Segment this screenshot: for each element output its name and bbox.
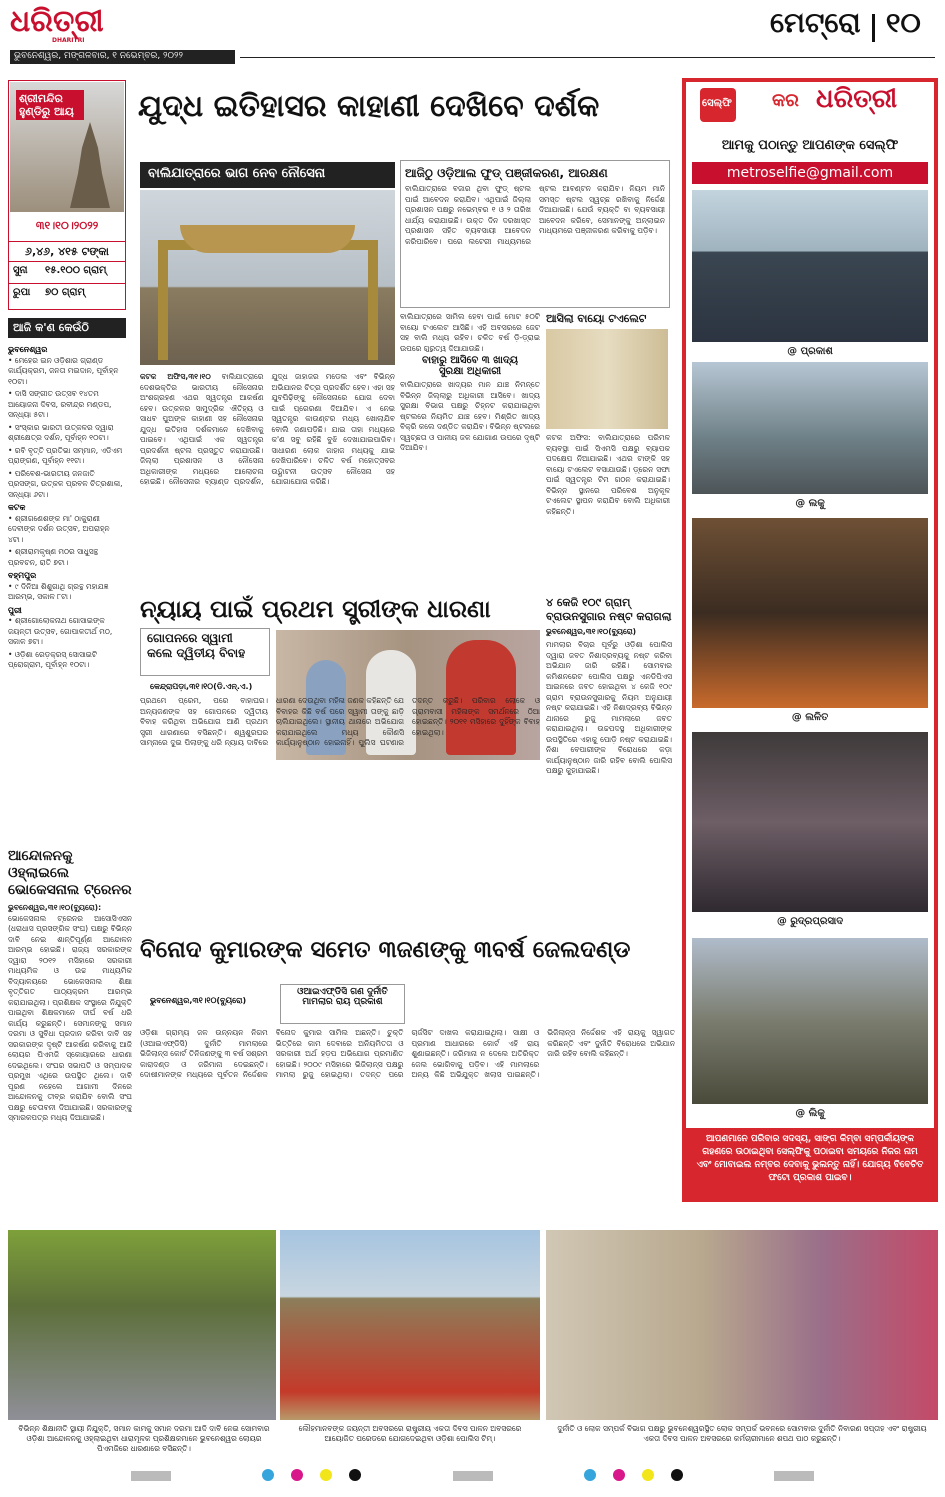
lead-kicker [140,162,395,188]
section-name: ମେଟ୍ରୋ [770,6,861,39]
selfie-photo-2 [692,362,928,494]
lead-text: ବାଲିଯାତ୍ରାରେ ଦେଶଭକ୍ତିର ଭାରତୀୟ ନୌସେନାର ଅଂଶଗ୍ରହଣ ଏଥର ସ୍ୱତନ୍ତ୍ର ଆକର୍ଷଣ ହେବ। ଉତ୍କଳର ସାମୁଦ୍ରିକ ଐତିହ୍ୟ ଓ ସାଧବ ପୁଅଙ୍କ କାହାଣୀ ସହ ନୌସେନାର ଯୁଦ୍ଧ ଇତିହାସ ଦର୍ଶକମାନେ ଦେଖିବାକୁ ପାଇବେ। ଏଥିପାଇଁ ଏକ ସ୍ୱତନ୍ତ୍ର ପ୍ରଦର୍ଶନୀ ଷ୍ଟଲ ପ୍ରସ୍ତୁତ କରାଯାଉଛି। ଜିଲ୍ଲା ପ୍ରଶାସନ ଓ ନୌସେନା ଅଧିକାରୀଙ୍କ ମଧ୍ୟରେ ଆଲୋଚନା ହୋଇଛି। ନୌସେନାର ବ୍ୟାଣ୍ଡ ପ୍ରଦର୍ଶନ, ଯୁଦ୍ଧ ଜାହାଜର ମଡେଲ ଏବଂ ବିଭିନ୍ନ ଅଭିଯାନର ଚିତ୍ର ପ୍ରଦର୍ଶିତ ହେବ। ଏହା ସହ ଯୁବପିଢ଼ିଙ୍କୁ ନୌସେନାରେ ଯୋଗ ଦେବା ପାଇଁ ପ୍ରେରଣା ଦିଆଯିବ। ଏ ନେଇ ସ୍ୱତନ୍ତ୍ର କାଉଣ୍ଟର ମଧ୍ୟ ଖୋଲାଯିବ ବୋଲି ଜଣାପଡ଼ିଛି। ଯାଇ ତାହା ମଧ୍ୟରେ କ'ଣ ସବୁ ରହିଛି ବୁଝି ଦେଖାଯାଇପାରିବ। ସାଧାରଣ ଲୋକ ଜାହାଜ ମଧ୍ୟକୁ ଯାଇ ଦେଖିପାରିବେ। ଚଳିତ ବର୍ଷ ମହୋତ୍ସବର ଉଦ୍ଘାଟନୀ ଉତ୍ସବ ନୌସେନା ସହ ଯୋଗାଯୋଗ କରିଛି। [140,372,395,486]
bottom-caption-3: ଦୁର୍ନୀତି ଓ ଲୋକ ସମ୍ପର୍କ ବିଭାଗ ପକ୍ଷରୁ ଭୁବନେଶ୍ୱରସ୍ଥିତ ଲୋକ ସମ୍ପର୍କ ଭବନରେ ସୋମବାର ଦୁର୍ନୀତି ନିବାରଣ ସପ୍ତାହ ଏବଂ ରାଷ୍ଟ୍ରୀୟ ଏକତା ଦିବସ ପାଳନ ଅବସରରେ କର୍ମଚାରୀମାନେ ଶପଥ ପାଠ କରୁଛନ୍ତି। [557,1424,927,1443]
vocational-body [8,903,132,1228]
gold-label: ସୁନା [13,265,28,276]
selfie-name-4: @ ରୁଦ୍ରପ୍ରସାଦ [776,916,844,927]
section-separator [872,14,875,42]
bio-toilet-block [546,312,670,590]
today-event-item: • ଶ୍ରୀରାମକୃଷ୍ଣ ମଠର ସାଧୁସନ୍ଥ ପ୍ରବଚନ, ରାତି ୭ଟା। [8,547,99,567]
silver-value: ୭୦ ଗ୍ରାମ୍ [45,287,85,298]
selfie-word: ସେଲ୍‌ଫି [702,98,732,109]
food-safety-story [400,312,540,590]
bio-toilet-body: କଟକ ଅଫିସ: ବାଲିଯାତ୍ରାରେ ପରିମଳ ବ୍ୟବସ୍ଥା ପାଇଁ ସିଏମସି ପକ୍ଷରୁ ବ୍ୟାପକ ପଦକ୍ଷେପ ନିଆଯାଇଛି। ଏଥର ଟାଙ୍କି ସହ ବାୟୋ ଟଏଲେଟ ବସାଯାଉଛି। ଡ଼୍ରେନ ସଫା ପାଇଁ ସ୍ୱତନ୍ତ୍ର ଟିମ ଗଠନ କରାଯାଇଛି। ବିଭିନ୍ନ ସ୍ଥାନରେ ପରିବେଶ ଅନୁକୂଳ ଟଏଲେଟ ସ୍ଥାପନ କରାଯିବ ବୋଲି ଅଧିକାରୀ କହିଛନ୍ତି। [546,433,670,516]
temple-cash: ୬,୪୬, ୪୧୫ ଟଙ୍କା [9,241,125,259]
temple-box-title: ଶ୍ରୀମନ୍ଦିର ହୁଣ୍ଡିରୁ ଆୟ [16,90,84,120]
black-dot [671,1469,683,1481]
yellow-dot [320,1469,332,1481]
today-section-head: କଟକ [8,503,26,512]
boat-sculpture [180,225,355,253]
food-stall-story [400,160,670,308]
today-event-item: • ସଂସ୍କାର ଭାରତୀ ଉତ୍କଳର ଦ୍ୱାରା ଶ୍ରୀକ୍ଷେତ୍ର ଦର୍ଶନ, ପୂର୍ବାହ୍ନ ୧୦ଟା। [8,422,114,442]
logo [10,6,120,44]
today-event-item: • ମେହେର ଇନ ଓଡ଼ିଶାର ଗ୍ରାଣ୍ଡ କାର୍ଯ୍ୟକ୍ରମ, ଜନତା ମଇଦାନ, ପୂର୍ବାହ୍ନ ୧୦ଟା। [8,355,119,386]
today-event-item: • ଶ୍ରୀଗୋଲୋକନାଥ ଗୋସାଇଙ୍କ ଜୟନ୍ତୀ ଉତ୍ସବ, ଗୋପାଳତୀର୍ଥ ମଠ, ସକାଳ ୭ଟା। [8,616,113,646]
section-title [770,6,940,46]
woman-body: ପ୍ରଥମେ ପ୍ରେମ, ପରେ ବାହାଘର। ଅନ୍ୟଜଣଙ୍କ ସହ ଗୋପନରେ ଦ୍ୱିତୀୟ ବିବାହ କରିଥିବା ଅଭିଯୋଗ ଆଣି ପ୍ରଥମ ସ୍ତ୍ରୀ ଧାରଣାରେ ବସିଛନ୍ତି। ଶ୍ୱଶୁରଘର ସାମ୍ନାରେ ଦୁଇ ପିଲାଙ୍କୁ ଧରି ନ୍ୟାୟ ଦାବିରେ ଧାରଣା ଦେଉଥିବା ମହିଳା ଜଣକ କହିଛନ୍ତି ଯେ ବିବାହର କିଛି ବର୍ଷ ପରେ ସ୍ୱାମୀ ତାଙ୍କୁ ଛାଡ଼ି ଚାଲିଯାଇଥିଲେ। ସ୍ଥାନୀୟ ଥାନାରେ ଅଭିଯୋଗ କରାଯାଇଥିଲେ ମଧ୍ୟ କୌଣସି କାର୍ଯ୍ୟାନୁଷ୍ଠାନ ହୋଇନାହିଁ। ପୁଲିସ ଘଟଣାର ତଦନ୍ତ କରୁଛି। ପରିବାର ଲୋକେ ଓ ଗ୍ରାମବାସୀ ମହିଳାଙ୍କ ସମର୍ଥନରେ ଠିଆ ହୋଇଛନ୍ତି। ୨୦୧୧ ମସିହାରେ ଦୁହିଁଙ୍କ ବିବାହ ହୋଇଥିଲା। [140,696,540,747]
selfie-email: metroselfie@gmail.com [692,162,928,184]
selfie-footer [686,1128,934,1198]
bottom-caption-1: ବିଭିନ୍ନ ଶିକ୍ଷାନୀତି ସ୍ଥାୟୀ ନିଯୁକ୍ତି, ସମାନ କାମକୁ ସମାନ ଦରମା ଆଦି ଦାବି ନେଇ ସୋମବାର ଓଡ଼ିଶା ଆନ୍ଦୋଳନକୁ ଓହ୍ଲାଇଥିବା ଧାରାମୂଳକ ପ୍ରଶିକ୍ଷକମାନେ ଭୁବନେଶ୍ୱର ଲୋୟର ପିଏମଜିରେ ଧାରଣାରେ ବସିଛନ୍ତି। [18,1424,270,1453]
woman-headline: ନ୍ୟାୟ ପାଇଁ ପ୍ରଥମ ସ୍ତ୍ରୀଙ୍କ ଧାରଣା [140,595,491,623]
vinod-body: ଓଡ଼ିଶା ଗ୍ରାମ୍ୟ ଜଳ ଉନ୍ନୟନ ନିଗମ (ଓଆଇଏଫ୍‌ଡିସି) ଦୁର୍ନୀତି ମାମଲାରେ ଭିଜିଲାନ୍ସ କୋର୍ଟ ତିନିଜଣଙ୍କୁ ୩ ବର୍ଷ ସଶ୍ରମ କାରାଦଣ୍ଡ ଓ ଜରିମାନା ଦେଇଛନ୍ତି। ଦୋଷୀମାନଙ୍କ ମଧ୍ୟରେ ପୂର୍ବତନ ନିର୍ଦ୍ଦେଶକ ବିନୋଦ କୁମାର ସାମିଲ ଅଛନ୍ତି। ଚୁକ୍ତି ଭିତ୍ତିରେ କାମ ଦେବାରେ ଅନିୟମିତତା ଓ ସରକାରୀ ଅର୍ଥ ହଡ଼ପ ଅଭିଯୋଗ ପ୍ରମାଣିତ ହୋଇଛି। ୨୦୦୯ ମସିହାରେ ଭିଜିଲାନ୍ସ ପକ୍ଷରୁ ମାମଲା ରୁଜୁ ହୋଇଥିଲା। ତଦନ୍ତ ପରେ ଚାର୍ଜସିଟ ଦାଖଲ କରାଯାଇଥିଲା। ସାକ୍ଷୀ ଓ ପ୍ରମାଣ ଆଧାରରେ କୋର୍ଟ ଏହି ରାୟ ଶୁଣାଇଛନ୍ତି। ଜରିମାନା ନ ଦେଲେ ଅତିରିକ୍ତ ଜେଲ ଭୋଗିବାକୁ ପଡ଼ିବ। ଏହି ମାମଲାରେ ଅନ୍ୟ କିଛି ଅଭିଯୁକ୍ତ ଖଲାସ ପାଇଛନ୍ତି। ଭିଜିଲାନ୍ସ ନିର୍ଦ୍ଦେଶକ ଏହି ରାୟକୁ ସ୍ୱାଗତ କରିଛନ୍ତି ଏବଂ ଦୁର୍ନୀତି ବିରୋଧରେ ଅଭିଯାନ ଜାରି ରହିବ ବୋଲି କହିଛନ୍ତି। [140,1028,675,1079]
gate-arch [158,240,378,360]
selfie-photo-5 [692,938,928,1104]
cyan-dot [262,1469,274,1481]
phone-icon [700,88,736,122]
temple-income-box [8,80,126,310]
black-dot [349,1469,361,1481]
print-registration-strip [0,1466,945,1492]
bottom-photo-protest [8,1230,276,1420]
selfie-name-2: @ ଲକୁ [795,498,825,509]
woman-dateline: କେନ୍ଦ୍ରାପଡ଼ା,୩୧।୧୦(ଡି.ଏନ୍.ଏ.) [150,682,253,691]
today-event-item: • ଶ୍ରୀଗଣେଶଙ୍କ ମା' ଠାକୁରାଣୀ ଦେବୀଙ୍କ ଦର୍ଶନ ଉତ୍ସବ, ଅପରାହ୍ନ ୪ଟା। [8,513,110,544]
selfie-kar: କର [772,90,799,111]
vocational-headline-1: ଆନ୍ଦୋଳନକୁ ଓହ୍ଲାଇଲେ [8,848,73,881]
vocational-dateline: ଭୁବନେଶ୍ୱର,୩୧।୧୦(ବ୍ୟୁରୋ): [8,903,102,912]
selfie-photo-4 [692,732,928,912]
vinod-kicker [280,984,405,1024]
selfie-name-5: @ ଲିକୁ [795,1108,825,1119]
brownsugar-body: ମାମଲାର ବିଚାର ପୂର୍ବରୁ ଓଡ଼ିଶା ପୋଲିସ ଦ୍ୱାରା ଜବତ ନିଶାଦ୍ରବ୍ୟକୁ ନଷ୍ଟ କରିବା ଅଭିଯାନ ଜାରି ରହିଛି। ସୋମବାର କମିଶନରେଟ ପୋଲିସ ପକ୍ଷରୁ ଏନଡିପିଏସ ଆଇନରେ ଜବତ ହୋଇଥିବା ୪ କେଜି ୧୦୯ ଗ୍ରାମ ବ୍ରାଉନସୁଗାରକୁ ନିୟମ ଅନୁଯାୟୀ ନଷ୍ଟ କରାଯାଇଛି। ଏହି ନିଶାଦ୍ରବ୍ୟ ବିଭିନ୍ନ ଥାନାରେ ରୁଜୁ ମାମଲାରେ ଜବତ କରାଯାଇଥିଲା। ଉଚ୍ଚପଦସ୍ଥ ଅଧିକାରୀଙ୍କ ଉପସ୍ଥିତିରେ ଏହାକୁ ପୋଡ଼ି ନଷ୍ଟ କରାଯାଇଛି। ନିଶା ବେପାରୀଙ୍କ ବିରୋଧରେ କଡ଼ା କାର୍ଯ୍ୟାନୁଷ୍ଠାନ ଜାରି ରହିବ ବୋଲି ପୋଲିସ ପକ୍ଷରୁ କୁହାଯାଇଛି। [546,640,672,775]
gold-value: ୧୫.୧୦୦ ଗ୍ରାମ୍ [45,265,107,276]
today-section-head: ଭୁବନେଶ୍ୱର [8,345,48,354]
today-event-item: • ୯ ଦିନିଆ ଶିଶୁଗାଥି ଗ୍ରନ୍ଥ ମହାଯଜ୍ଞ ଆରମ୍ଭ, ସକାଳ ୮ଟା। [8,581,109,601]
brownsugar-story [546,596,672,928]
today-event-item: • ପରିବେଶ-ଭାରତୀୟ ଜନଜାତି ପ୍ରସଙ୍ଗ, ଉତ୍କଳ ପ୍ରବଳ ଚିତ୍ରଶାଳା, ସନ୍ଧ୍ୟା ୬ଟା। [8,468,123,499]
selfie-footer-text: ଆପଣମାନେ ପରିବାର ସଦସ୍ୟ, ସାଙ୍ଗ କିମ୍ବା ସମ୍ପର୍କୀୟଙ୍କ ଗହଣରେ ଉଠାଇଥିବା ସେଲ୍‌ଫିକୁ ପଠାଇବା ସମୟରେ ନିଜର ନାମ ଏବଂ ମୋବାଇଲ ନମ୍ବର ଦେବାକୁ ଭୁଲନ୍ତୁ ନାହିଁ। ଯୋଗ୍ୟ ବିବେଚିତ ଫଟୋ ପ୍ରକାଶ ପାଇବ। [696,1134,924,1183]
gold-row [9,261,125,281]
logo-text: ଧରିତ୍ରୀ [10,4,104,39]
today-title: ଆଜି କ'ଣ କେଉଁଠି [8,318,126,338]
selfie-photo-1 [692,190,928,342]
page-number: ୧୦ [885,6,921,39]
silver-label: ରୁପା [13,287,31,298]
dateline-text: ଭୁବନେଶ୍ୱର, ମଙ୍ଗଳବାର, ୧ ନଭେମ୍ବର, ୨୦୨୨ [14,51,184,61]
bottom-photo-oath [546,1230,938,1420]
lead-body [140,372,395,590]
magenta-dot [613,1469,625,1481]
silver-row [9,283,125,303]
woman-kicker-2: କଲେ ଦ୍ୱିତୀୟ ବିବାହ [147,646,246,660]
food-stall-body: ବାଲିଯାତ୍ରାରେ ବଜାର ଥିବା ଫୁଡ୍ ଷ୍ଟଲ ପାଇଁ ଆବେଦନ କରାଯିବ। ଏଥିପାଇଁ ଜିଲ୍ଲା ପ୍ରଶାସନ ପକ୍ଷରୁ ନଭେମ୍ବର ୧ ଓ ୨ ତାରିଖ ଧାର୍ଯ୍ୟ କରାଯାଇଛି। ଉକ୍ତ ଦିନ ଦରଖାସ୍ତ ପ୍ରଶାସନ ସହିତ ବ୍ୟବସାୟୀ ଆବେଦନ କରିପାରିବେ। ପରେ ଲଟେରୀ ମାଧ୍ୟମରେ ଷ୍ଟଲ ଆବଣ୍ଟନ କରାଯିବ। ନିୟମ ମାନି ସମସ୍ତ ଷ୍ଟଲ ସ୍ୱଚ୍ଛ ରଖିବାକୁ ନିର୍ଦ୍ଦେଶ ଦିଆଯାଇଛି। ଯେଉଁ ବ୍ୟକ୍ତି ବା ବ୍ୟବସାୟୀ ଆବେଦନ କରିବେ, ସେମାନଙ୍କୁ ଅନ୍ଲାଇନ ମାଧ୍ୟମରେ ପଞ୍ଜୀକରଣ କରିବାକୁ ପଡ଼ିବ। [405,184,665,246]
dateline-bar [10,50,235,64]
logo-sub: DHARITRI [52,37,85,44]
today-section-head: ପୁରୀ [8,605,22,615]
grey-bar [774,1471,814,1481]
lead-dateline: କଟକ ଅଫିସ,୩୧।୧୦ [140,372,211,381]
vinod-kicker-1: ଓଆଇଏଫ୍‌ଡିସି ଗଣ ଦୁର୍ନୀତି [297,987,388,997]
food-safety-headline-1: ବାହାରୁ ଆସିବେ ୩ ଖାଦ୍ୟ [421,355,518,366]
brownsugar-headline-1: ୪ କେଜି ୧୦୯ ଗ୍ରାମ୍ [546,596,631,609]
today-list [8,342,126,832]
vocational-text: ଭୋକେସନାଲ ଟ୍ରେନର ଆସୋସିଏସନ (ଧରାଧାସ ପ୍ରସଙ୍ଗିକ ସଂଘ) ପକ୍ଷରୁ ବିଭିନ୍ନ ଦାବି ନେଇ ଶାନ୍ତିପୂର୍ଣ୍ଣ ଆନ୍ଦୋଳନ ଆରମ୍ଭ ହୋଇଛି। ରାଜ୍ୟ ସରକାରଙ୍କ ଦ୍ୱାରା ୨୦୧୨ ମସିହାରେ ସରକାରୀ ମାଧ୍ୟମିକ ଓ ଉଚ୍ଚ ମାଧ୍ୟମିକ ବିଦ୍ୟାଳୟରେ ଭୋକେସନାଲ ଶିକ୍ଷା ବୃତ୍ତିଗତ ପାଠ୍ୟକ୍ରମ ଆରମ୍ଭ କରାଯାଇଥିଲା। ପ୍ରଶିକ୍ଷକ ସଂସ୍ଥାରେ ନିଯୁକ୍ତି ପାଇଥିବା ଶିକ୍ଷକମାନେ ଦୀର୍ଘ ବର୍ଷ ଧରି କାର୍ଯ୍ୟ କରୁଛନ୍ତି। ସେମାନଙ୍କୁ ସମାନ ଦରମା ଓ ସୁବିଧା ପ୍ରଦାନ କରିବା ଦାବି ସହ ସରକାରଙ୍କ ଦୃଷ୍ଟି ଆକର୍ଷଣ କରିବାକୁ ଆଜି ଲୋୟର ପିଏମଜି ସ୍କୋୟାରରେ ଧାରଣା ଦେଇଥିଲେ। ସଂଘର ସଭାପତି ଓ ସମ୍ପାଦକ ପ୍ରମୁଖ ଏଥିରେ ଉପସ୍ଥିତ ଥିଲେ। ଦାବି ପୂରଣ ନହେଲେ ଆଗାମୀ ଦିନରେ ଆନ୍ଦୋଳନକୁ ତୀବ୍ର କରାଯିବ ବୋଲି ସଂଘ ପକ୍ଷରୁ ଚେତାବନୀ ଦିଆଯାଇଛି। ସରକାରଙ୍କୁ ସ୍ମାରକପତ୍ର ମଧ୍ୟ ଦିଆଯାଇଛି। [8,913,132,1122]
selfie-brand: ଧରିତ୍ରୀ [816,84,898,114]
bottom-photo-parade [280,1230,540,1420]
masthead-rule [240,57,935,58]
vocational-headline-2: ଭୋକେସନାଲ ଟ୍ରେନର [8,882,132,898]
vocational-trainer-story [8,848,132,1218]
selfie-photo-3 [692,518,928,708]
food-safety-body: ବାଲିଯାତ୍ରାରେ ଖାଦ୍ୟର ମାନ ଯାଞ୍ଚ ନିମନ୍ତେ ବିଭିନ୍ନ ଜିଲ୍ଲାରୁ ଅଧିକାରୀ ଆସିବେ। ଖାଦ୍ୟ ସୁରକ୍ଷା ବିଭାଗ ପକ୍ଷରୁ ଚିହ୍ନଟ କରାଯାଇଥିବା ଷ୍ଟଲରେ ନିୟମିତ ଯାଞ୍ଚ ହେବ। ମିଶ୍ରିତ ଖାଦ୍ୟ ବିକ୍ରି କଲେ ଦଣ୍ଡିତ କରାଯିବ। ବିଭିନ୍ନ ଷ୍ଟଲରେ ସ୍ୱଚ୍ଛତା ଓ ପାନୀୟ ଜଳ ଯୋଗାଣ ଉପରେ ଦୃଷ୍ଟି ଦିଆଯିବ। [400,380,540,452]
today-event-item: • ଦାସି ସଙ୍ଗୀତ ଉତ୍ସବ ୧୪ତମ ଆୟୋଜନା ଦିବସ, ରବୀନ୍ଦ୍ର ମଣ୍ଡପ, ସନ୍ଧ୍ୟା ୫ଟା। [8,389,112,419]
selfie-name-1: @ ପ୍ରକାଶ [787,346,833,357]
today-section-head: ବହ୍ମପୁର [8,571,37,580]
bottom-caption-2: ଲୌହମାନବଙ୍କ ଜୟନ୍ତୀ ଅବସରରେ ରାଷ୍ଟ୍ରୀୟ ଏକତା ଦିବସ ପାଳନ ଅବସରରେ ଆୟୋଜିତ ପରେଡରେ ଯୋଗଦେଇଥିବା ଓଡ଼ିଶା ପୋଲିସ ଟିମ୍। [298,1424,522,1443]
masthead [0,0,945,70]
bio-toilet-photo [546,329,668,429]
selfie-panel [682,78,938,1202]
temple-photo [10,82,124,212]
bio-intro: ବାଲିଯାତ୍ରାରେ ସାମିଲ ହେବା ପାଇଁ ମୋଟ ୫୦ଟି ବାୟୋ ଟଏଲେଟ ଆସିଛି। ଏହି ଅବସରରେ ଜେଟ ସହ ବାଲି ମଧ୍ୟ ରହିବ। ଚଳିତ ବର୍ଷ ଡ଼ି-ଡ଼୍ରାଇ ଉପରେ ଗୁରୁତ୍ୱ ଦିଆଯାଉଛି। [400,312,540,352]
magenta-dot [291,1469,303,1481]
temple-date: ୩୧।୧୦।୨୦୨୨ [35,219,99,232]
selfie-tagline: ଆମକୁ ପଠାନ୍ତୁ ଆପଣଙ୍କ ସେଲ୍‌ଫି [721,138,899,153]
food-safety-headline-2: ସୁରକ୍ଷା ଅଧିକାରୀ [438,366,502,377]
vinod-kicker-2: ମାମଲାର ରାୟ ପ୍ରକାଶ [302,997,383,1007]
today-events-box [8,318,126,838]
lead-headline: ଯୁଦ୍ଧ ଇତିହାସର କାହାଣୀ ଦେଖିବେ ଦର୍ଶକ [138,89,600,124]
grey-bar [131,1471,171,1481]
vinod-dateline: ଭୁବନେଶ୍ୱର,୩୧।୧୦(ବ୍ୟୁରୋ) [150,996,247,1005]
brownsugar-headline-2: ବ୍ରାଉନସୁଗାର ନଷ୍ଟ କରାଗଲା [546,610,672,623]
yellow-dot [642,1469,654,1481]
woman-kicker [140,628,270,676]
lead-photo [140,190,395,365]
cyan-dot [584,1469,596,1481]
selfie-banner [686,82,934,128]
temple-silhouette [70,122,110,208]
today-event-item: • ରବି ବୃତ୍ତି ପ୍ରତିଭା ସମ୍ମାନ, ଏଡିଏମ ପ୍ରାଙ୍ଗଣ, ପୂର୍ବାହ୍ନ ୧୧ଟା। [8,445,123,465]
vinod-headline: ବିନୋଦ କୁମାରଙ୍କ ସମେତ ୩ଜଣଙ୍କୁ ୩ବର୍ଷ ଜେଲଦଣ୍ଡ [140,937,631,963]
woman-kicker-1: ଗୋପନରେ ସ୍ୱାମୀ [147,631,233,645]
grey-bar [453,1471,493,1481]
bio-toilet-headline: ଆସିଲା ବାୟୋ ଟଏଲେଟ [546,312,647,325]
lead-kicker-text: ବାଲିଯାତ୍ରାରେ ଭାଗ ନେବ ନୌସେନା [148,166,326,181]
selfie-name-3: @ ଲଳିତ [791,712,829,723]
food-stall-headline: ଆଜିଠୁ ଓଡ଼ିଆଲ ଫୁଡ୍ ପଞ୍ଜୀକରଣ, ଆରକ୍ଷଣ [405,166,608,180]
brownsugar-dateline: ଭୁବନେଶ୍ୱର,୩୧।୧୦(ବ୍ୟୁରୋ) [546,627,637,636]
today-event-item: • ଓଡ଼ିଶା ରେଡ଼କ୍ରସ୍ ସୋସାଇଟି ପ୍ରୋଗ୍ରାମ, ପୂର୍ବାହ୍ନ ୧୦ଟା। [8,649,98,669]
